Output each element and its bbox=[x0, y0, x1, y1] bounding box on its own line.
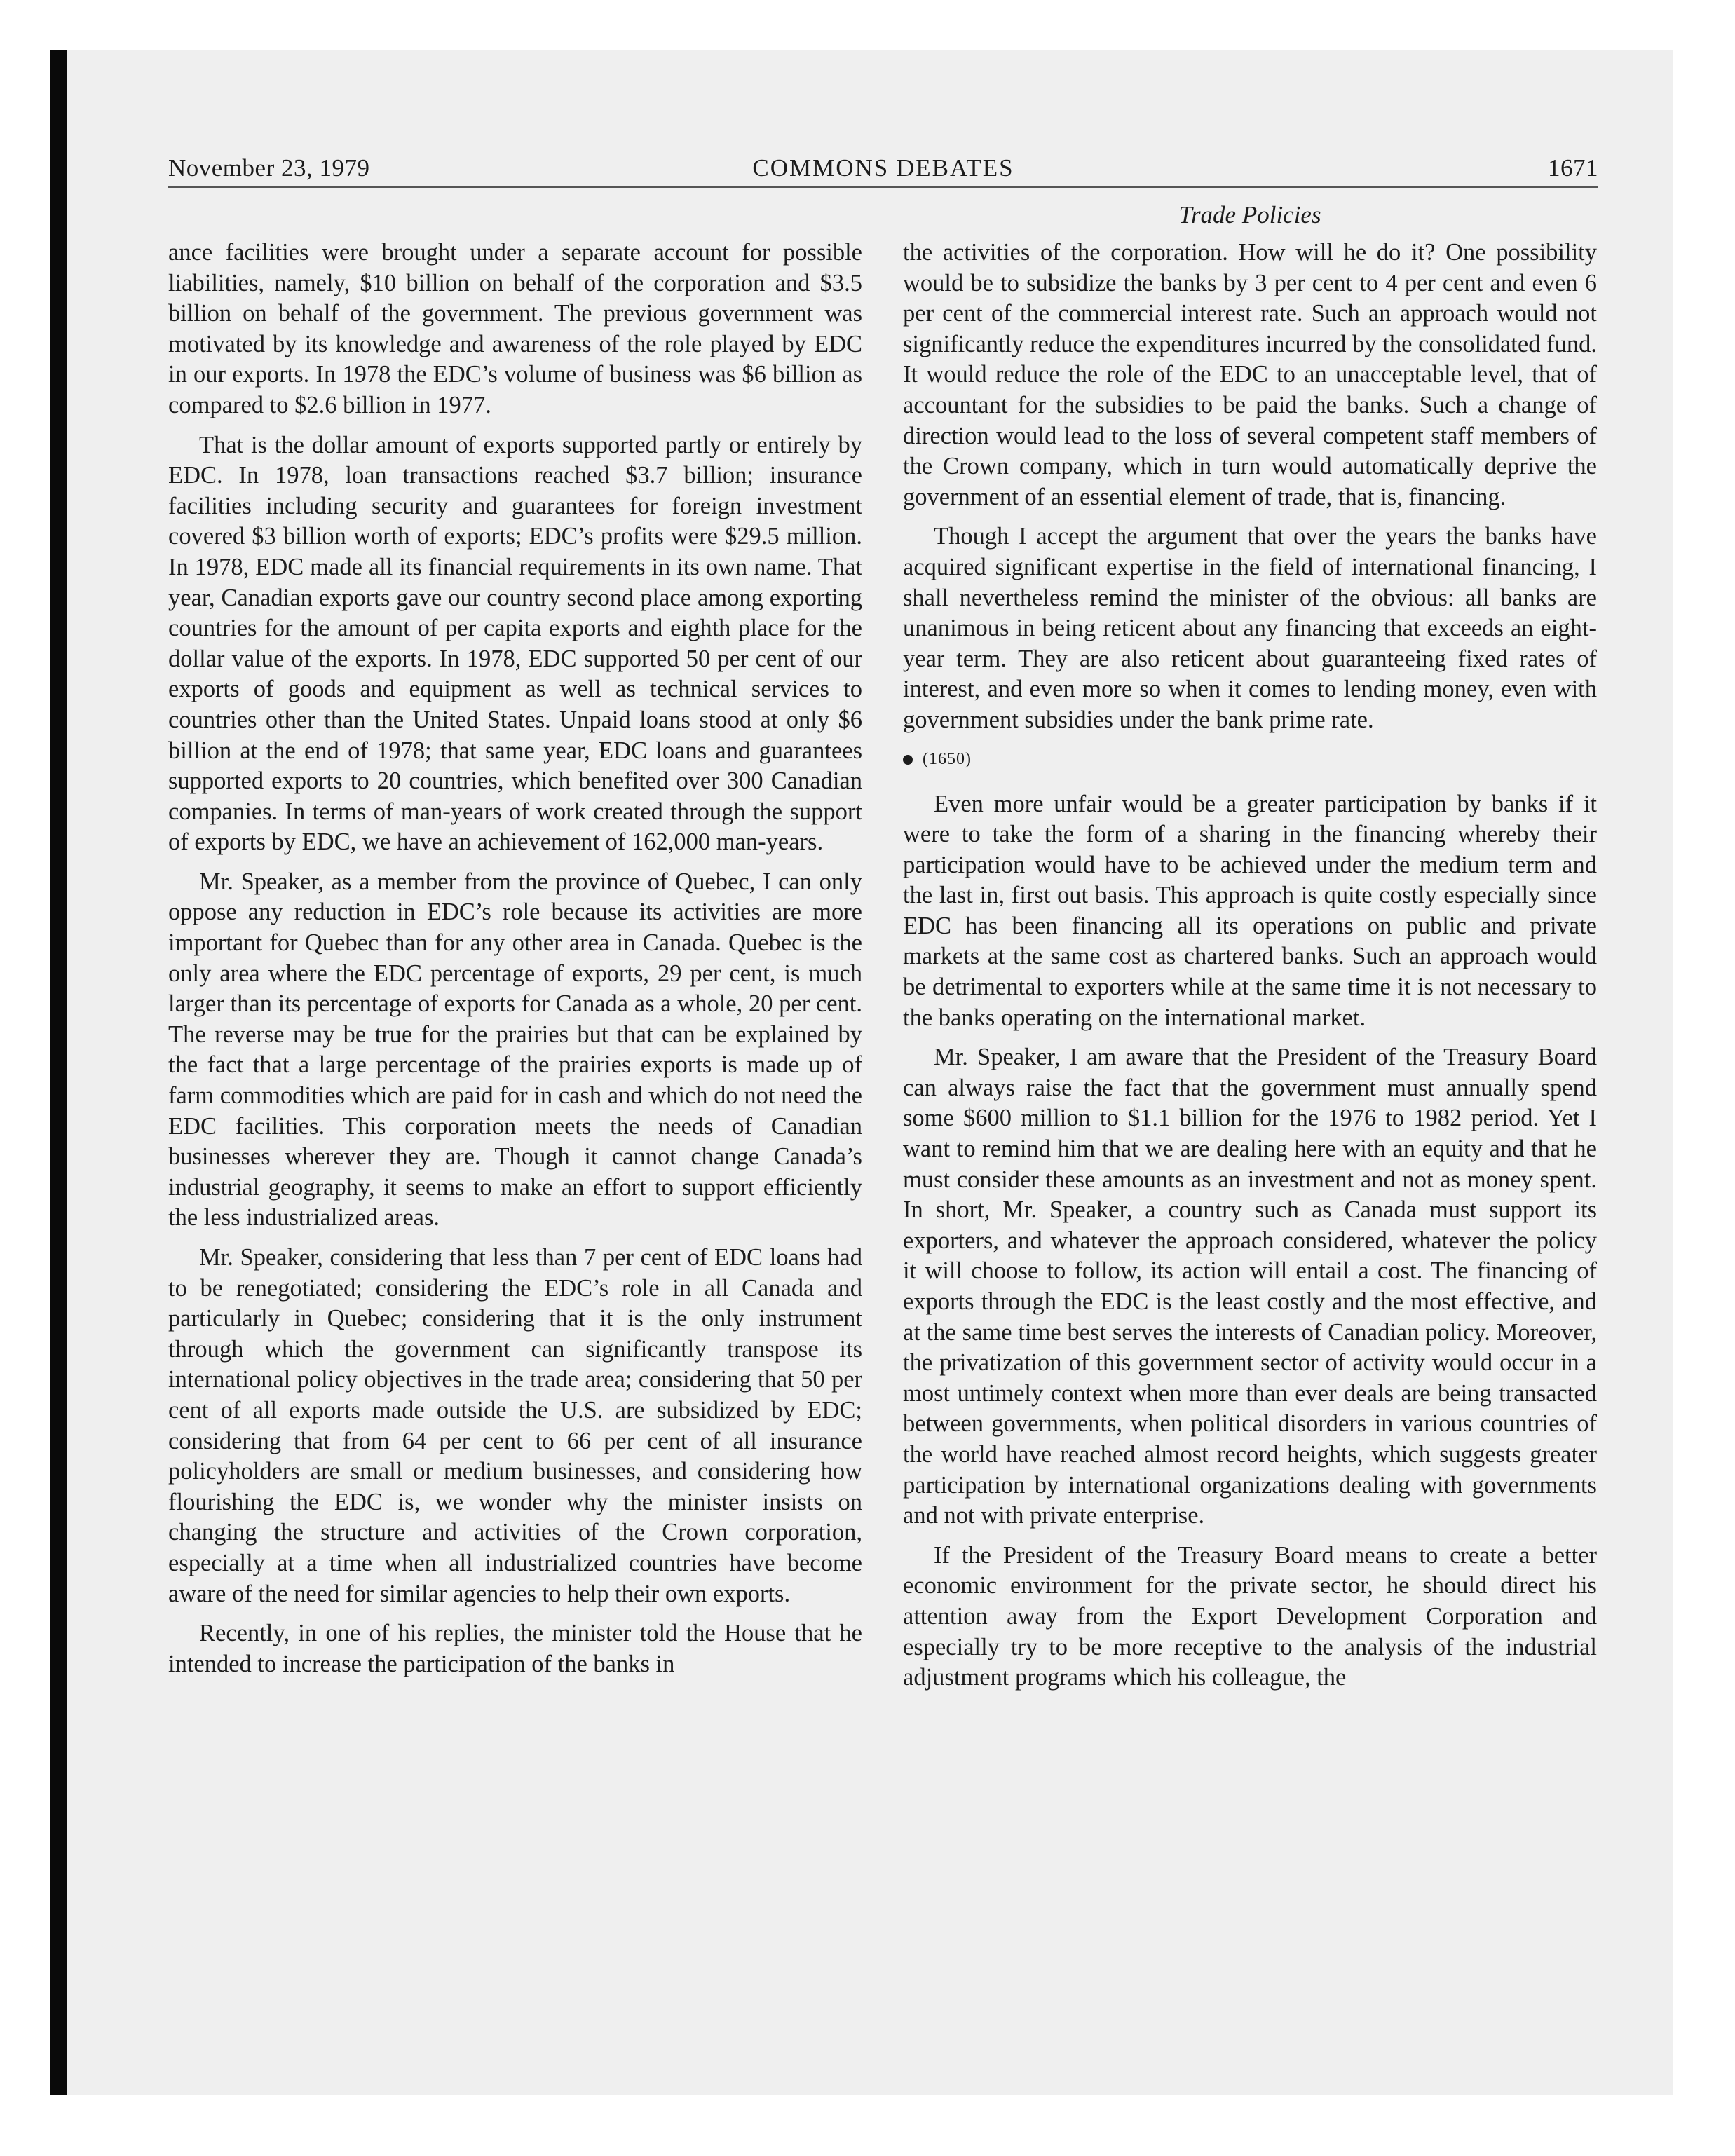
page-number: 1671 bbox=[1548, 154, 1598, 182]
paragraph: If the President of the Treasury Board means to create a better economic environment for the private sector, he should direct his attention away from the Export Development Corporation and especially try to be more receptive to the analysis of the industrial adjustment programs which his colleague, the bbox=[903, 1541, 1597, 1691]
header-date: November 23, 1979 bbox=[168, 154, 370, 182]
paragraph: ance facilities were brought under a separate account for possible liabilities, namely, $10 billion on behalf of the corporation and $3.5 billion on behalf of the government. The previous government was motivated by its knowledge and awareness of the role played by EDC in our exports. In 1978 the EDC’s volume of business was $6 billion as compared to $2.6 billion in 1977. bbox=[168, 239, 862, 418]
page-header bbox=[168, 147, 1598, 188]
paragraph: Even more unfair would be a greater participation by banks if it were to take the form of a sharing in the financing whereby their participation would have to be achieved under the medium term and the last in, first out basis. This approach is quite costly especially since EDC has been financing all its operations on public and private markets at the same cost as chartered banks. Such an approach would be detrimental to exporters while at the same time it is not necessary to the banks operating on the international market. bbox=[903, 790, 1597, 1031]
paragraph: the activities of the corporation. How will he do it? One possibility would be to subsidize the banks by 3 per cent to 4 per cent and even 6 per cent of the commercial interest rate. Such an approach would not significantly reduce the expenditures incurred by the consolidated fund. It would reduce the role of the EDC to an unacceptable level, that of accountant for the subsidies to be paid the banks. Such a change of direction would lead to the loss of several competent staff members of the Crown company, which in turn would automatically deprive the government of an essential element of trade, that is, financing. bbox=[903, 239, 1597, 510]
paragraph: Mr. Speaker, I am aware that the President of the Treasury Board can always raise the fact that the government must annually spend some $600 million to $1.1 billion for the 1976 to 1982 period. Yet I want to remind him that we are dealing here with an equity and that he must consider these amounts as an investment and not as money spent. In short, Mr. Speaker, a country such as Canada must support its exporters, and whatever the approach considered, whatever the policy it will choose to follow, its action will entail a cost. The financing of exports through the EDC is the least costly and the most effective, and at the same time best serves the interests of Canadian policy. Moreover, the privatization of this government sector of activity would occur in a most untimely context when more than ever deals are being transacted between governments, when political disorders in various countries of the world have reached almost record heights, which suggests greater participation by international organizations dealing with governments and not with private enterprise. bbox=[903, 1044, 1597, 1529]
paragraph: Mr. Speaker, considering that less than 7 per cent of EDC loans had to be renegotiated; considering the EDC’s role in all Canada and particularly in Quebec; considering that it is the only instrument through which the government can significantly transpose its international policy objectives in the trade area; considering that 50 per cent of all exports made outside the U.S. are subsidized by EDC; considering that from 64 per cent to 66 per cent of all insurance policyholders are small or medium businesses, and considering how flourishing the EDC is, we wonder why the minister insists on changing the structure and activities of the Crown corporation, especially at a time when all industrialized countries have become aware of the need for similar agencies to help their own exports. bbox=[168, 1244, 862, 1607]
paragraph: Recently, in one of his replies, the minister told the House that he intended to increase the participation of the banks in bbox=[168, 1620, 862, 1677]
scan-border bbox=[50, 50, 67, 2095]
running-title: Trade Policies bbox=[1178, 201, 1321, 228]
time-marker-label: (1650) bbox=[923, 749, 972, 768]
right-column bbox=[903, 238, 1597, 1703]
paragraph: Mr. Speaker, as a member from the province of Quebec, I can only oppose any reduction in EDC’s role because its activities are more important for Quebec than for any other area in Canada. Quebec is the only area where the EDC percentage of exports, 29 per cent, is much larger than its percentage of exports for Canada as a whole, 20 per cent. The reverse may be true for the prairies but that can be explained by the fact that a large percentage of the prairies exports is made up of farm commodities which are paid for in cash and which do not need the EDC facilities. This corporation meets the needs of Canadian businesses wherever they are. Though it cannot change Canada’s industrial geography, it seems to make an effort to support efficiently the less industrialized areas. bbox=[168, 868, 862, 1231]
time-marker bbox=[903, 749, 1597, 770]
left-column bbox=[168, 238, 862, 1688]
header-title: COMMONS DEBATES bbox=[752, 154, 1014, 182]
paragraph: That is the dollar amount of exports supported partly or entirely by EDC. In 1978, loan transactions reached $3.7 billion; insurance facilities including security and guarantees for foreign investment covered $3 billion worth of exports; EDC’s profits were $29.5 million. In 1978, EDC made all its financial requirements in its own name. That year, Canadian exports gave our country second place among exporting countries for the amount of per capita exports and eighth place for the dollar value of the exports. In 1978, EDC supported 50 per cent of our exports of goods and equipment as well as technical services to countries other than the United States. Unpaid loans stood at only $6 billion at the end of 1978; that same year, EDC loans and guarantees supported exports to 20 countries, which benefited over 300 Canadian companies. In terms of man-years of work created through the support of exports by EDC, we have an achievement of 162,000 man-years. bbox=[168, 431, 862, 856]
bullet-icon bbox=[903, 755, 913, 765]
paragraph: Though I accept the argument that over the years the banks have acquired significant expertise in the field of international financing, I shall nevertheless remind the minister of the obvious: all banks are unanimous in being reticent about any financing that exceeds an eight-year term. They are also reticent about guaranteeing fixed rates of interest, and even more so when it comes to lending money, even with government subsidies under the bank prime rate. bbox=[903, 523, 1597, 733]
